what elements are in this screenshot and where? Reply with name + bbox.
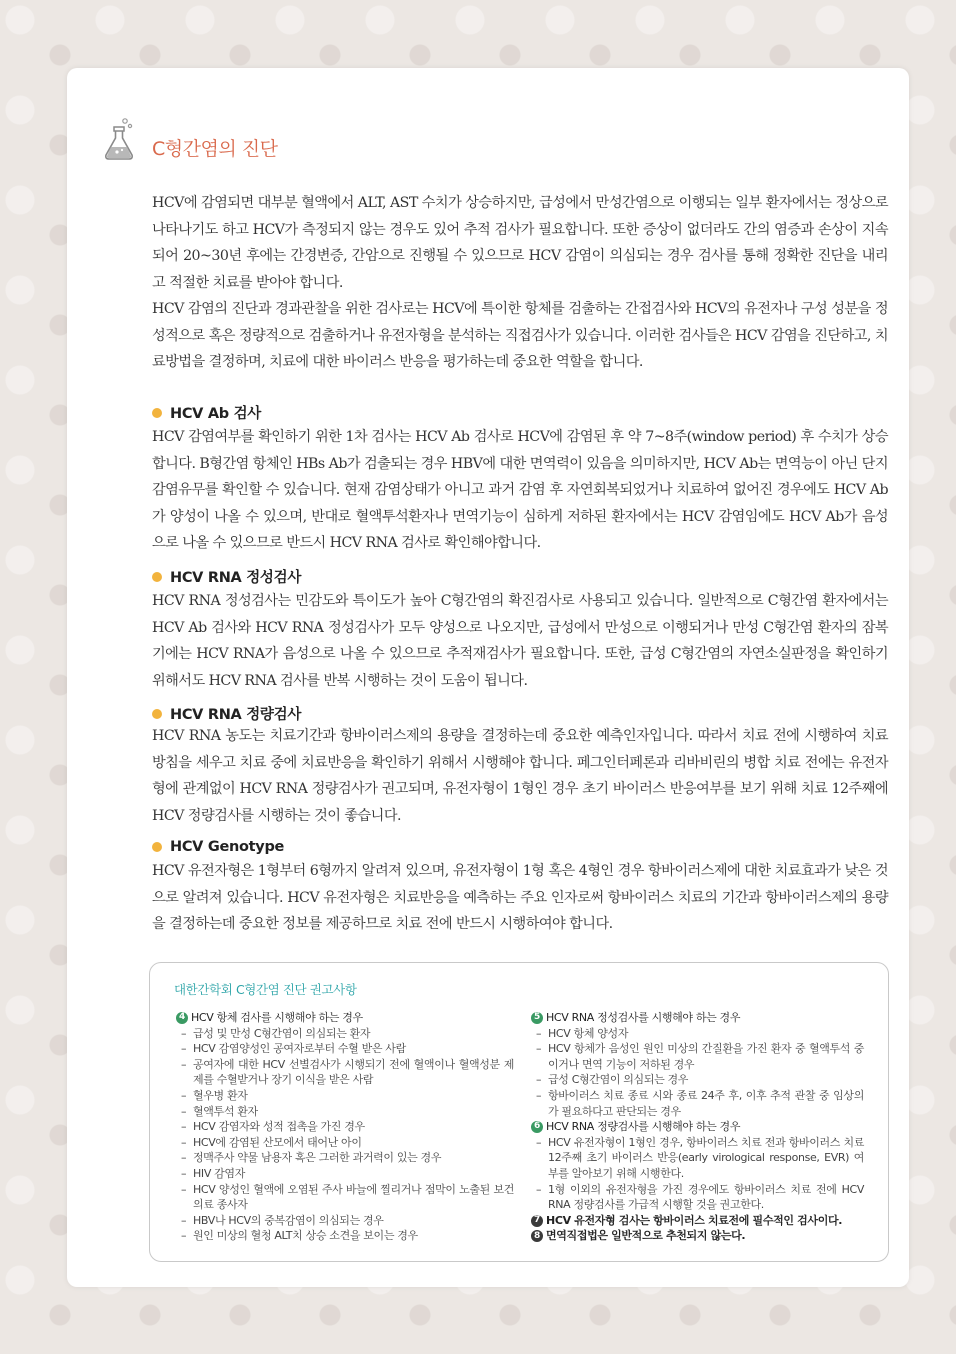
section-heading-rna-qualitative [152,566,301,587]
list-item-text: 정맥주사 약물 남용자 혹은 그러한 과거력이 있는 경우 [193,1151,442,1165]
intro-paragraph-1: HCV에 감염되면 대부분 혈액에서 ALT, AST 수치가 상승하지만, 급성에서 만성간염으로 이행되는 일부 환자에서는 정상으로 나타나기도 하고 HCV가 측정되지 않는 경우도 있어 추적 검사가 필요합니다. 또한 증상이 없더라도 간의 염증과 손상이 지속되어 20~30년 후에는 간경변증, 간암으로 진행될 수 있으므로 HCV 감염이 의심되는 경우 검사를 통해 정확한 진단을 내리고 적절한 치료를 받아야 합니다. [152,195,888,291]
number-badge-icon: 8 [531,1230,543,1242]
list-item-text: 1형 이외의 유전자형을 가진 경우에도 항바이러스 치료 전에 HCV RNA 정량검사를 가급적 시행할 것을 권고한다. [548,1182,864,1212]
list-item [176,1057,514,1088]
list-item-text: 혈우병 환자 [193,1088,248,1102]
dash-marker: – [536,1088,542,1102]
list-item [531,1026,864,1042]
section-text-genotype: HCV 유전자형은 1형부터 6형까지 알려져 있으며, 유전자형이 1형 혹은 4형인 경우 항바이러스제에 대한 치료효과가 낮은 것으로 알려져 있습니다. HCV 유전자형은 치료반응을 예측하는 주요 인자로써 항바이러스 치료의 기간과 항바이러스제의 용량을 결정하는데 중요한 정보를 제공하므로 치료 전에 반드시 시행하여야 합니다. [152,863,888,932]
dash-marker: – [181,1229,187,1243]
dash-marker: – [181,1151,187,1165]
list-item [176,1135,514,1151]
list-item-text: HBV나 HCV의 중복감염이 의심되는 경우 [193,1213,384,1227]
list-item-text: HCV 감염자와 성적 접촉을 가진 경우 [193,1120,365,1134]
section-heading-label: HCV Ab 검사 [170,406,262,422]
section-heading-label: HCV Genotype [170,839,285,855]
dash-marker: – [181,1166,187,1180]
list-item-text: 혈액투석 환자 [193,1104,258,1118]
list-item-text: HIV 감염자 [193,1166,245,1180]
group-heading [176,1010,514,1026]
bullet-dot-icon [152,408,162,418]
list-item-text: 항바이러스 치료 종료 시와 종료 24주 후, 이후 추적 관찰 중 임상의가 필요하다고 판단되는 경우 [548,1088,864,1118]
bullet-dot-icon [152,842,162,852]
list-item-text: HCV 항체 양성자 [548,1026,629,1040]
group-items [531,1026,864,1120]
recommendations-left-column [176,1010,514,1244]
section-text-rna-quantitative: HCV RNA 농도는 치료기간과 항바이러스제의 용량을 결정하는데 중요한 예측인자입니다. 따라서 치료 전에 시행하여 치료방침을 세우고 치료 중에 치료반응을 확인하기 위해서 시행해야 합니다. 페그인터페론과 리바비린의 병합 치료 전에는 유전자형에 관계없이 HCV RNA 정량검사가 권고되며, 유전자형이 1형인 경우 초기 바이러스 반응여부를 보기 위해 치료 12주째에 HCV 정량검사를 시행하는 것이 좋습니다. [152,728,888,824]
bullet-dot-icon [152,572,162,582]
list-item [176,1166,514,1182]
section-heading-genotype [152,839,284,855]
dash-marker: – [536,1026,542,1040]
list-item [176,1213,514,1229]
group-items [176,1026,514,1244]
dash-marker: – [536,1042,542,1056]
note-text: HCV 유전자형 검사는 항바이러스 치료전에 필수적인 검사이다. [546,1213,843,1227]
dash-marker: – [181,1135,187,1149]
group-heading [531,1010,864,1026]
note-line [531,1213,864,1229]
list-item [176,1041,514,1057]
group-heading-label: HCV RNA 정성검사를 시행해야 하는 경우 [546,1011,741,1024]
list-item-text: HCV 감염양성인 공여자로부터 수혈 받은 사람 [193,1042,406,1056]
list-item [176,1088,514,1104]
dash-marker: – [181,1042,187,1056]
group-heading-label: HCV RNA 정량검사를 시행해야 하는 경우 [546,1120,741,1134]
section-heading-label: HCV RNA 정성검사 [170,570,302,586]
list-item [531,1088,864,1119]
section-text-hcv-ab: HCV 감염여부를 확인하기 위한 1차 검사는 HCV Ab 검사로 HCV에 감염된 후 약 7~8주(window period) 후 수치가 상승합니다. B형간염 항체인 HBs Ab가 검출되는 경우 HBV에 대한 면역력이 있음을 의미하지만, HCV Ab는 면역능이 아닌 단지 감염유무를 확인할 수 있습니다. 현재 감염상태가 아니고 과거 감염 후 자연회복되었거나 치료하여 없어진 경우에도 HCV Ab가 양성이 나올 수 있으며, 반대로 혈액투석환자나 면역기능이 심하게 저하된 환자에서는 HCV 감염임에도 HCV Ab가 음성으로 나올 수 있으므로 반드시 HCV RNA 검사로 확인해야합니다. [152,429,888,551]
list-item [531,1135,864,1182]
dash-marker: – [181,1120,187,1134]
section-heading-rna-quantitative [152,703,301,724]
list-item [176,1182,514,1213]
number-badge-icon: 6 [531,1121,543,1133]
recommendations-right-column [531,1010,864,1244]
number-badge-icon: 5 [531,1012,543,1024]
note-text: 면역직접법은 일반적으로 추천되지 않는다. [546,1229,746,1243]
number-badge-icon: 4 [176,1012,188,1024]
intro-paragraph-2: HCV 감염의 진단과 경과관찰을 위한 검사로는 HCV에 특이한 항체를 검출하는 간접검사와 HCV의 유전자나 구성 성분을 정성적으로 혹은 정량적으로 검출하거나 유전자형을 분석하는 직접검사가 있습니다. 이러한 검사들은 HCV 감염을 진단하고, 치료방법을 결정하며, 치료에 대한 바이러스 반응을 평가하는데 중요한 역할을 합니다. [152,301,888,370]
list-item [176,1119,514,1135]
number-badge-icon: 7 [531,1215,543,1227]
list-item [176,1228,514,1244]
list-item [531,1072,864,1088]
list-item-text: HCV에 감염된 산모에서 태어난 아이 [193,1135,362,1149]
dash-marker: – [181,1182,187,1196]
dash-marker: – [181,1057,187,1071]
recommendations-title: 대한간학회 C형간염 진단 권고사항 [174,982,357,997]
dash-marker: – [536,1135,542,1149]
note-line [531,1228,864,1244]
bullet-dot-icon [152,709,162,719]
list-item-text: 공여자에 대한 HCV 선별검사가 시행되기 전에 혈액이나 혈액성분 제제를 수혈받거나 장기 이식을 받은 사람 [193,1057,514,1087]
list-item [531,1182,864,1213]
group-heading-label: HCV 항체 검사를 시행해야 하는 경우 [191,1011,363,1024]
group-items [531,1135,864,1213]
section-heading-label: HCV RNA 정량검사 [170,707,302,723]
list-item [176,1026,514,1042]
page-title: C형간염의 진단 [152,138,278,160]
list-item-text: 급성 C형간염이 의심되는 경우 [548,1073,689,1087]
section-text-rna-qualitative: HCV RNA 정성검사는 민감도와 특이도가 높아 C형간염의 확진검사로 사용되고 있습니다. 일반적으로 C형간염 환자에서는 HCV Ab 검사와 HCV RNA 정성검사가 모두 양성으로 나오지만, 급성에서 만성으로 이행되거나 만성 C형간염 환자의 잠복기에는 HCV RNA가 음성으로 나올 수 있으므로 추적재검사가 필요합니다. 또한, 급성 C형간염의 자연소실판정을 확인하기 위해서도 HCV RNA 검사를 반복 시행하는 것이 도움이 됩니다. [152,593,888,689]
section-heading-hcv-ab [152,402,261,423]
list-item [531,1041,864,1072]
dash-marker: – [181,1088,187,1102]
list-item [176,1104,514,1120]
dash-marker: – [181,1026,187,1040]
list-item-text: HCV 양성인 혈액에 오염된 주사 바늘에 찔리거나 점막이 노출된 보건의료 종사자 [193,1182,514,1212]
flask-icon [103,117,135,161]
dash-marker: – [181,1104,187,1118]
list-item [176,1150,514,1166]
dash-marker: – [536,1182,542,1196]
recommendations-box [149,962,889,1262]
list-item-text: 급성 및 만성 C형간염이 의심되는 환자 [193,1026,371,1040]
list-item-text: 원인 미상의 혈청 ALT치 상승 소견을 보이는 경우 [193,1229,418,1243]
list-item-text: HCV 항체가 음성인 원인 미상의 간질환을 가진 환자 중 혈액투석 중이거나 면역 기능이 저하된 경우 [548,1042,864,1071]
dash-marker: – [536,1073,542,1087]
dash-marker: – [181,1213,187,1227]
group-heading [531,1119,864,1135]
list-item-text: HCV 유전자형이 1형인 경우, 항바이러스 치료 전과 항바이러스 치료 12주째 초기 바이러스 반응(early virological response, EVR) 여부를 알아보기 위해 시행한다. [548,1135,864,1180]
